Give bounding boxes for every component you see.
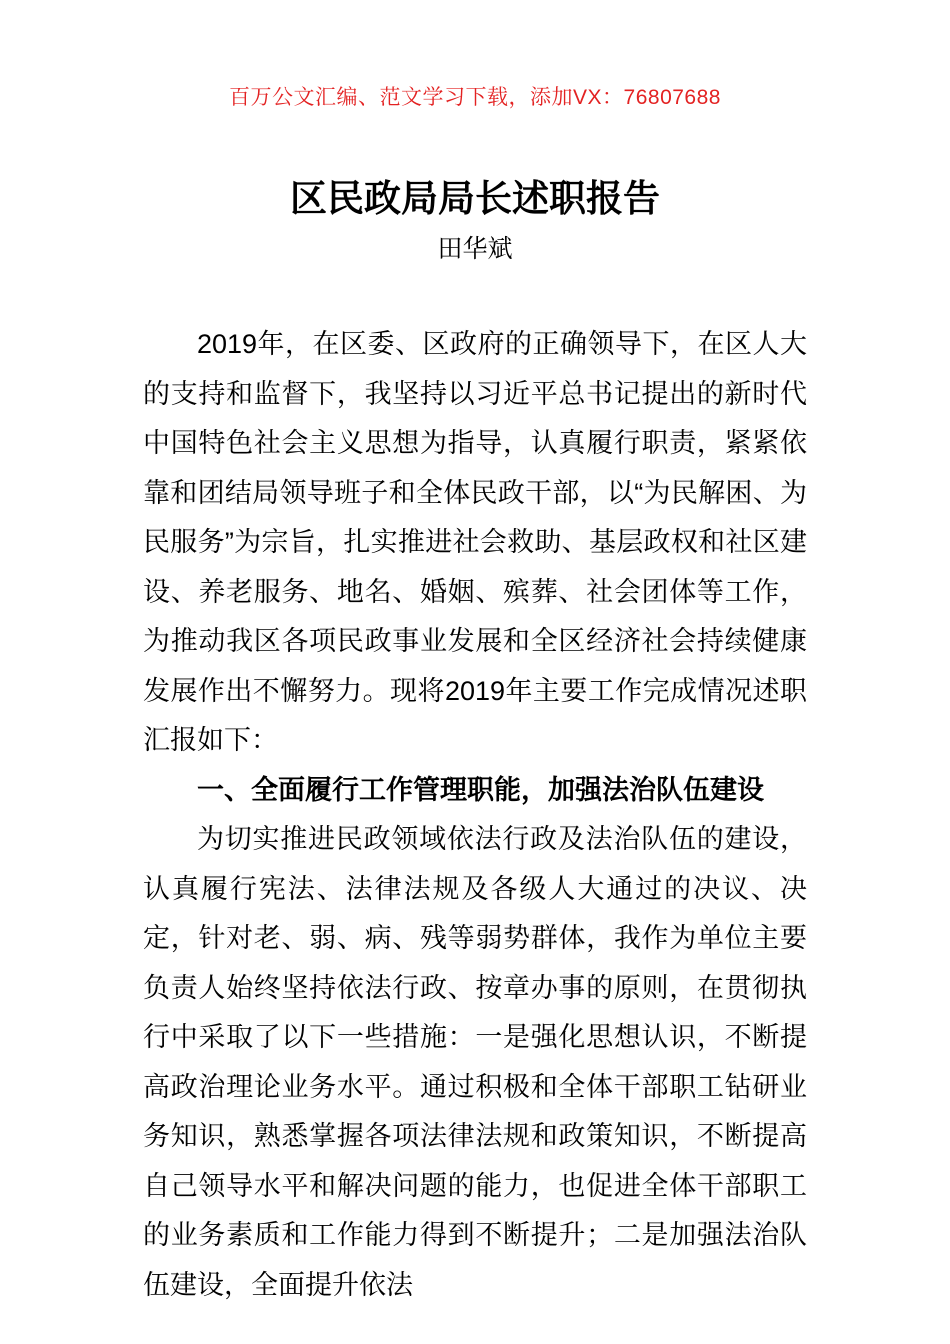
document-author: 田华斌 <box>437 235 513 263</box>
paragraph-section-1: 为切实推进民政领域依法行政及法治队伍的建设，认真履行宪法、法律法规及各级人大通过的决议、决定，针对老、弱、病、残等弱势群体，我作为单位主要负责人始终坚持依法行政、按章办事的原则，在贯彻执行中采取了以下一些措施：一是强化思想认识，不断提高政治理论业务水平。通过积极和全体干部职工钻研业务知识，熟悉掌握各项法律法规和政策知识，不断提高自己领导水平和解决问题的能力，也促进全体干部职工的业务素质和工作能力得到不断提升；二是加强法治队伍建设，全面提升依法 <box>143 824 807 1300</box>
watermark-notice: 百万公文汇编、范文学习下载，添加VX：76807688 <box>229 86 721 109</box>
paragraph-intro: 2019年，在区委、区政府的正确领导下，在区人大的支持和监督下，我坚持以习近平总书记提出的新时代中国特色社会主义思想为指导，认真履行职责，紧紧依靠和团结局领导班子和全体民政干部，以“为民解困、为民服务”为宗旨，扎实推进社会救助、基层政权和社区建设、养老服务、地名、婚姻、殡葬、社会团体等工作，为推动我区各项民政事业发展和全区经济社会持续健康发展作出不懈努力。现将2019年主要工作完成情况述职汇报如下： <box>143 329 807 755</box>
document-title: 区民政局局长述职报告 <box>290 178 660 219</box>
document-body <box>143 320 807 1310</box>
section-heading-1: 一、全面履行工作管理职能，加强法治队伍建设 <box>197 774 764 805</box>
